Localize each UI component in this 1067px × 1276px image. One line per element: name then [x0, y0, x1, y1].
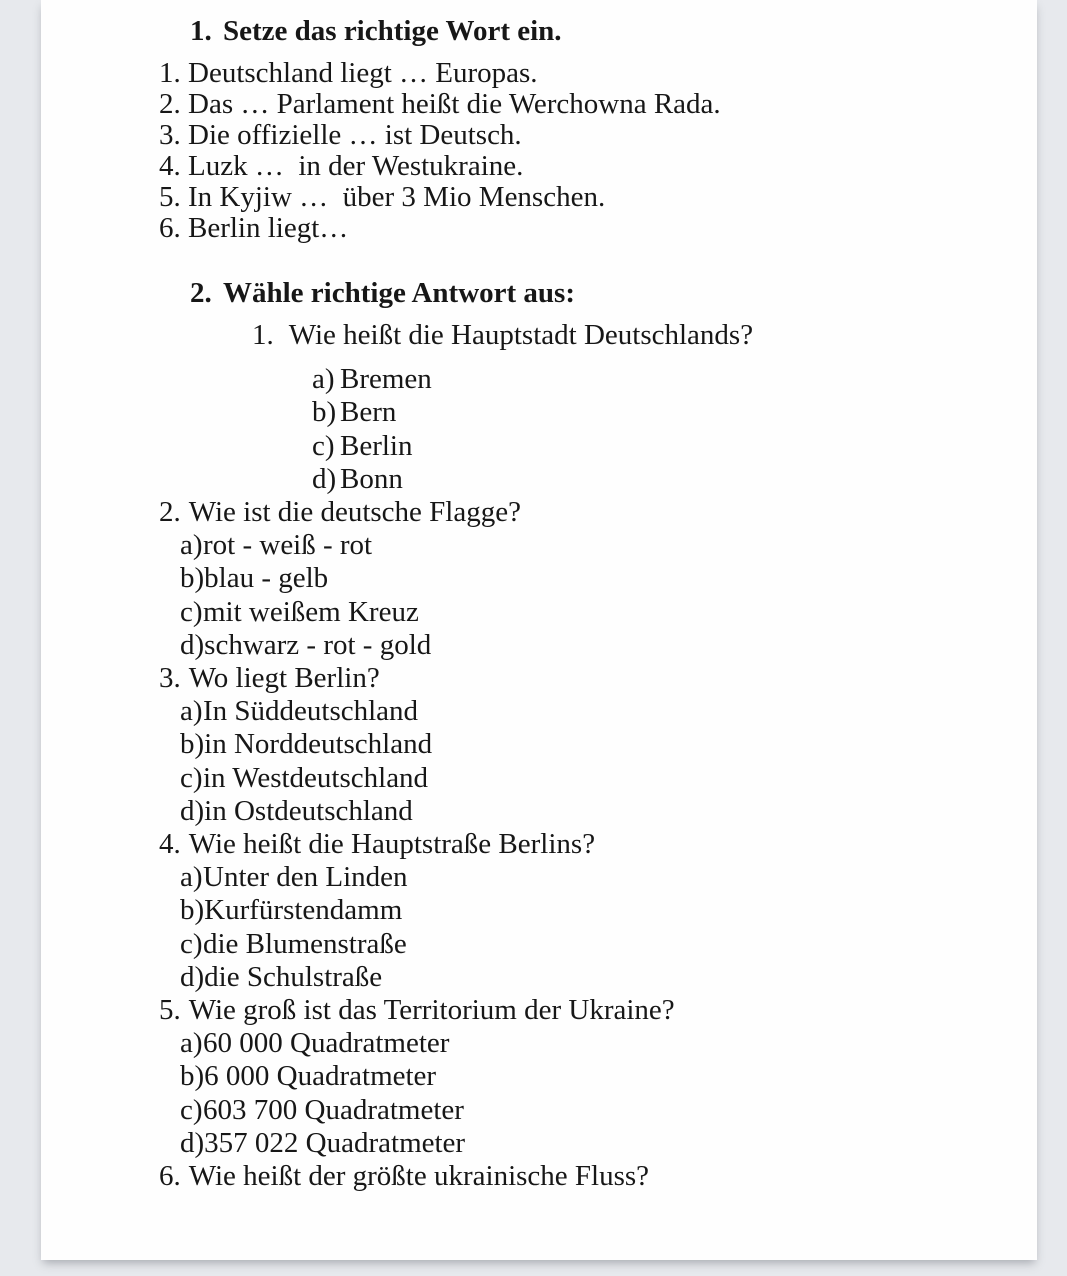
- question-5-text: Wie groß ist das Territorium der Ukraine?: [188, 994, 675, 1027]
- question-1-number: 1.: [252, 319, 274, 351]
- option-2b: [180, 562, 1001, 595]
- option-1a-text: Bremen: [340, 363, 432, 396]
- question-5-number: 5.: [159, 994, 181, 1027]
- option-5c-label: c): [180, 1093, 203, 1126]
- option-1a: [312, 363, 1001, 396]
- option-1c-text: Berlin: [340, 429, 413, 462]
- option-3c-label: c): [180, 761, 203, 794]
- option-3a-label: a): [180, 695, 203, 728]
- option-4d-label: d): [180, 960, 205, 993]
- question-5: [159, 994, 1001, 1160]
- option-4c-text: die Blumenstraße: [203, 927, 407, 960]
- option-5c-text: 603 700 Quadratmeter: [203, 1093, 464, 1126]
- section2-heading-number: 2.: [190, 277, 212, 309]
- option-5d: [180, 1127, 1001, 1160]
- question-2-line: [159, 496, 1001, 529]
- option-1d-text: Bonn: [340, 462, 403, 495]
- question-6-line: [159, 1160, 1001, 1193]
- question-3-text: Wo liegt Berlin?: [188, 662, 380, 695]
- option-3c: [180, 762, 1001, 795]
- section1-heading-number: 1.: [190, 15, 212, 47]
- option-5d-label: d): [180, 1126, 205, 1159]
- section2-heading-text: Wähle richtige Antwort aus:: [223, 277, 575, 309]
- option-2c: [180, 596, 1001, 629]
- question-1: [252, 319, 1001, 496]
- option-1b-label: b): [312, 396, 337, 429]
- option-3c-text: in Westdeutschland: [203, 761, 429, 794]
- option-4c: [180, 928, 1001, 961]
- option-4b-text: Kurfürstendamm: [204, 894, 403, 927]
- option-4a-text: Unter den Linden: [203, 861, 408, 894]
- question-4-number: 4.: [159, 828, 181, 861]
- fill-in-item-1: 1. Deutschland liegt … Europas.: [159, 57, 538, 89]
- question-4-options: [180, 861, 1001, 994]
- option-4a-label: a): [180, 861, 203, 894]
- option-3d: [180, 795, 1001, 828]
- option-2b-label: b): [180, 562, 205, 595]
- option-2c-text: mit weißem Kreuz: [203, 595, 419, 628]
- option-3a-text: In Süddeutschland: [203, 695, 419, 728]
- document-content: [41, 0, 1037, 1193]
- option-1b: [312, 396, 1001, 429]
- option-5c: [180, 1094, 1001, 1127]
- question-1-text: Wie heißt die Hauptstadt Deutschlands?: [288, 319, 754, 351]
- option-4b-label: b): [180, 894, 205, 927]
- option-2d-text: schwarz - rot - gold: [204, 628, 432, 661]
- option-5b: [180, 1060, 1001, 1093]
- option-2d: [180, 629, 1001, 662]
- option-5a-label: a): [180, 1027, 203, 1060]
- option-1b-text: Bern: [340, 396, 397, 429]
- fill-in-item-6: 6. Berlin liegt…: [159, 212, 349, 244]
- document-page: [41, 0, 1037, 1260]
- option-4b: [180, 894, 1001, 927]
- section1-items: [159, 58, 1001, 244]
- option-5a-text: 60 000 Quadratmeter: [203, 1027, 450, 1060]
- option-1d: [312, 463, 1001, 496]
- question-3-line: [159, 662, 1001, 695]
- question-2-text: Wie ist die deutsche Flagge?: [188, 496, 521, 529]
- question-5-line: [159, 994, 1001, 1027]
- fill-in-item-4: 4. Luzk … in der Westukraine.: [159, 150, 524, 182]
- question-4-text: Wie heißt die Hauptstraße Berlins?: [188, 828, 596, 861]
- option-4a: [180, 861, 1001, 894]
- fill-in-item-5: 5. In Kyjiw … über 3 Mio Menschen.: [159, 181, 606, 213]
- option-5b-label: b): [180, 1060, 205, 1093]
- question-6: [159, 1160, 1001, 1193]
- option-3a: [180, 695, 1001, 728]
- question-5-options: [180, 1027, 1001, 1160]
- option-3b-label: b): [180, 728, 205, 761]
- option-3b-text: in Norddeutschland: [204, 728, 433, 761]
- option-1c-label: c): [312, 429, 335, 462]
- question-2: [159, 496, 1001, 662]
- option-3b: [180, 728, 1001, 761]
- option-3d-text: in Ostdeutschland: [204, 794, 413, 827]
- section2-heading: [190, 276, 1001, 310]
- question-6-number: 6.: [159, 1160, 181, 1193]
- fill-in-item-3: 3. Die offizielle … ist Deutsch.: [159, 119, 522, 151]
- question-3-number: 3.: [159, 662, 181, 695]
- option-2a-text: rot - weiß - rot: [203, 529, 373, 562]
- option-5d-text: 357 022 Quadratmeter: [204, 1126, 466, 1159]
- question-1-options: [312, 363, 1001, 496]
- option-3d-label: d): [180, 794, 205, 827]
- option-2b-text: blau - gelb: [204, 562, 329, 595]
- question-4: [159, 828, 1001, 994]
- question-2-options: [180, 529, 1001, 662]
- option-2a: [180, 529, 1001, 562]
- option-1c: [312, 430, 1001, 463]
- option-4d: [180, 961, 1001, 994]
- question-3: [159, 662, 1001, 828]
- option-4c-label: c): [180, 927, 203, 960]
- question-2-number: 2.: [159, 496, 181, 529]
- fill-in-item-2: 2. Das … Parlament heißt die Werchowna Rada.: [159, 88, 721, 120]
- option-2d-label: d): [180, 628, 205, 661]
- question-4-line: [159, 828, 1001, 861]
- option-2c-label: c): [180, 595, 203, 628]
- option-2a-label: a): [180, 529, 203, 562]
- section1-heading: [190, 14, 1001, 48]
- question-1-line: [252, 319, 1001, 352]
- section1-heading-text: Setze das richtige Wort ein.: [223, 15, 562, 47]
- option-1d-label: d): [312, 462, 337, 495]
- option-5a: [180, 1027, 1001, 1060]
- question-6-text: Wie heißt der größte ukrainische Fluss?: [188, 1160, 650, 1193]
- option-4d-text: die Schulstraße: [204, 960, 383, 993]
- option-5b-text: 6 000 Quadratmeter: [204, 1060, 437, 1093]
- option-1a-label: a): [312, 363, 335, 396]
- question-3-options: [180, 695, 1001, 828]
